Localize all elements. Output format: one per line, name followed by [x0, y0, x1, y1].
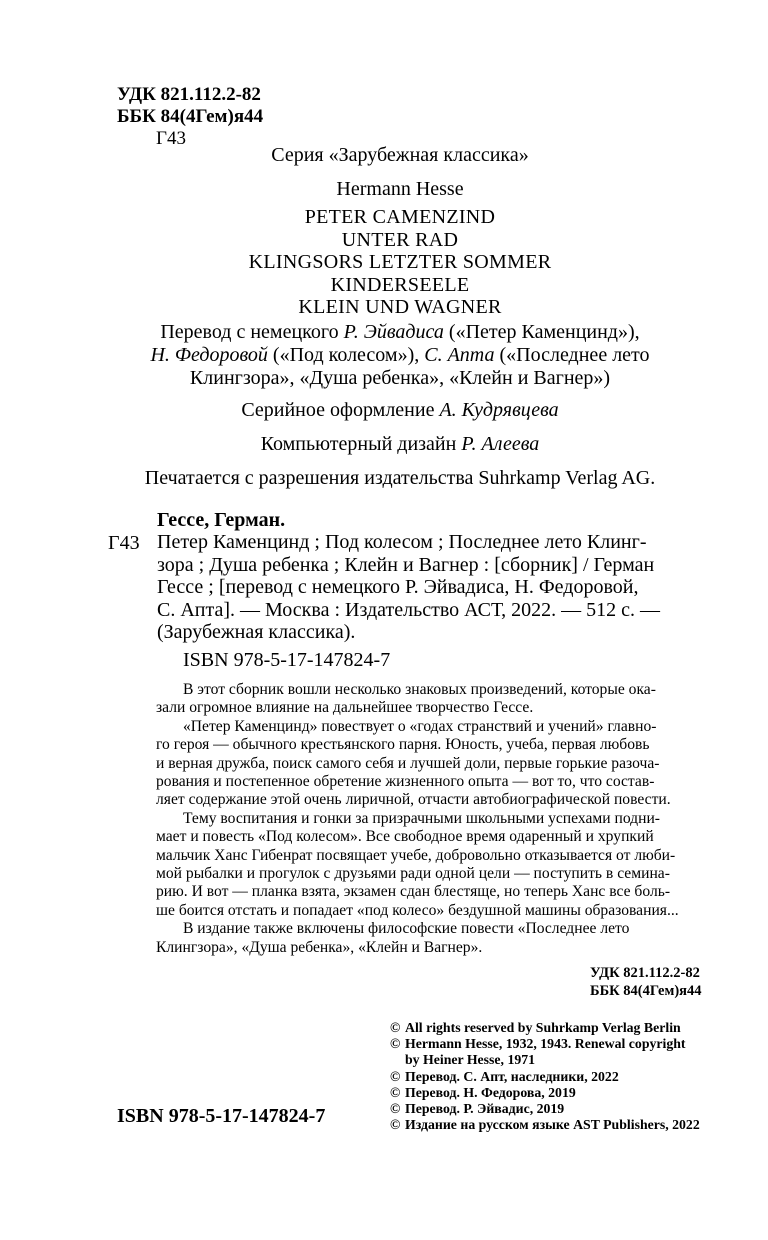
copyright-line: [390, 1069, 700, 1085]
catalog-author-mark: Г43: [108, 532, 140, 554]
copyright-line: [390, 1036, 700, 1052]
copyright-text: Перевод. Р. Эйвадис, 2019: [405, 1101, 565, 1117]
author-mark: Г43: [156, 128, 186, 149]
copyright-line: [390, 1101, 700, 1117]
annotation-line: В издание также включены философские повести «Последнее лето: [183, 920, 630, 938]
bbk-code: ББК 84(4Гем)я44: [117, 106, 264, 127]
copyright-text: Hermann Hesse, 1932, 1943. Renewal copyright: [405, 1036, 686, 1052]
copyright-continuation: by Heiner Hesse, 1971: [405, 1052, 536, 1068]
annotation-line: ляет содержание этой очень лиричной, отчасти автобиографической повести.: [156, 791, 671, 809]
copyright-text: All rights reserved by Suhrkamp Verlag Berlin: [405, 1020, 681, 1035]
catalog-heading: Гессе, Герман.: [157, 509, 286, 531]
classification-codes: [117, 84, 263, 150]
original-title: PETER CAMENZIND: [304, 206, 496, 228]
udk-code: УДК 821.112.2-82: [117, 84, 261, 105]
isbn: ISBN 978-5-17-147824-7: [117, 1105, 326, 1127]
copyright-text: Перевод. С. Апт, наследники, 2022: [405, 1068, 619, 1084]
copyright-symbol: ©: [390, 1117, 401, 1133]
copyright-line: [390, 1020, 700, 1036]
designer-name: А. Кудрявцева: [439, 399, 559, 421]
classification-codes-small: [590, 964, 702, 1000]
annotation-line: зали огромное влияние на дальнейшее творчество Гессе.: [156, 699, 534, 717]
copyright-block: [390, 1020, 700, 1133]
original-title: KINDERSEELE: [330, 273, 470, 296]
catalog-isbn: ISBN 978-5-17-147824-7: [183, 649, 391, 671]
udk-code: УДК 821.112.2-82: [590, 965, 700, 981]
copyright-text: Издание на русском языке AST Publishers, 2022: [405, 1117, 700, 1133]
designer-name: Р. Алеева: [461, 433, 540, 455]
computer-design-credit: Компьютерный дизайн Р. Алеева: [260, 433, 540, 455]
annotation-line: рию. И вот — планка взята, экзамен сдан блестяще, но теперь Ханс все боль-: [156, 883, 671, 901]
copyright-symbol: ©: [390, 1020, 401, 1035]
catalog-line: (Зарубежная классика).: [157, 621, 356, 644]
translator-name: Р. Эйвадиса: [343, 321, 444, 343]
annotation-line: ше боится отстать и попадает «под колесо» бездушной машины образования...: [156, 901, 679, 919]
annotation-line: В этот сборник вошли несколько знаковых произведений, которые ока-: [183, 681, 656, 698]
original-title: UNTER RAD: [341, 228, 459, 251]
catalog-line: С. Апта]. — Москва : Издательство АСТ, 2022. — 512 с. —: [157, 598, 661, 621]
permission-notice: Печатается с разрешения издательства Suhrkamp Verlag AG.: [144, 467, 656, 489]
bbk-code: ББК 84(4Гем)я44: [590, 983, 702, 999]
original-titles: [110, 206, 690, 319]
catalog-entry: [157, 531, 700, 644]
original-title: KLEIN UND WAGNER: [298, 296, 502, 319]
original-author: Hermann Hesse: [336, 178, 464, 200]
annotation-line: Тему воспитания и гонки за призрачными школьными успехами подни-: [183, 809, 660, 827]
copyright-symbol: ©: [390, 1068, 401, 1084]
catalog-line: зора ; Душа ребенка ; Клейн и Вагнер : [сборник] / Герман: [157, 553, 655, 576]
annotation-line: го героя — обычного крестьянского парня. Юность, учеба, первая любовь: [156, 736, 650, 754]
copyright-symbol: ©: [390, 1084, 401, 1100]
copyright-line: [390, 1085, 700, 1101]
copyright-symbol: ©: [390, 1101, 401, 1117]
copyright-text: Перевод. Н. Федорова, 2019: [405, 1084, 576, 1100]
copyright-symbol: ©: [390, 1036, 401, 1052]
annotation-line: и верная дружба, поиск самого себя и лучшей доли, первые горькие разоча-: [156, 754, 660, 772]
series-design-credit: Серийное оформление А. Кудрявцева: [241, 399, 559, 421]
translation-credits: Перевод с немецкого Р. Эйвадиса («Петер Каменцинд»), Н. Федоровой («Под колесом»), С. Апта («Последнее лето Клингзора», «Душа ребенка», «Клейн и Вагнер»): [150, 321, 650, 389]
series-title: Серия «Зарубежная классика»: [271, 144, 529, 166]
translator-name: С. Апта: [424, 344, 495, 366]
annotation-line: «Петер Каменцинд» повествует о «годах странствий и учений» главно-: [183, 717, 657, 735]
translator-name: Н. Федоровой: [150, 344, 268, 366]
catalog-line: Гессе ; [перевод с немецкого Р. Эйвадиса, Н. Федоровой,: [157, 576, 639, 599]
original-title: KLINGSORS LETZTER SOMMER: [248, 251, 552, 274]
catalog-line: Петер Каменцинд ; Под колесом ; Последнее лето Клинг-: [157, 531, 647, 553]
annotation: [156, 681, 701, 957]
annotation-line: рования и постепенное обретение жизненного опыта — вот то, что состав-: [156, 773, 655, 791]
copyright-line: [390, 1117, 700, 1133]
annotation-line: Клингзора», «Душа ребенка», «Клейн и Вагнер».: [156, 938, 483, 956]
annotation-line: мает и повесть «Под колесом». Все свободное время одаренный и хрупкий: [156, 828, 654, 846]
annotation-line: мой рыбалки и прогулок с друзьями ради одной цели — поступить в семина-: [156, 865, 670, 883]
annotation-line: мальчик Ханс Гибенрат посвящает учебе, добровольно отказывается от люби-: [156, 846, 676, 864]
